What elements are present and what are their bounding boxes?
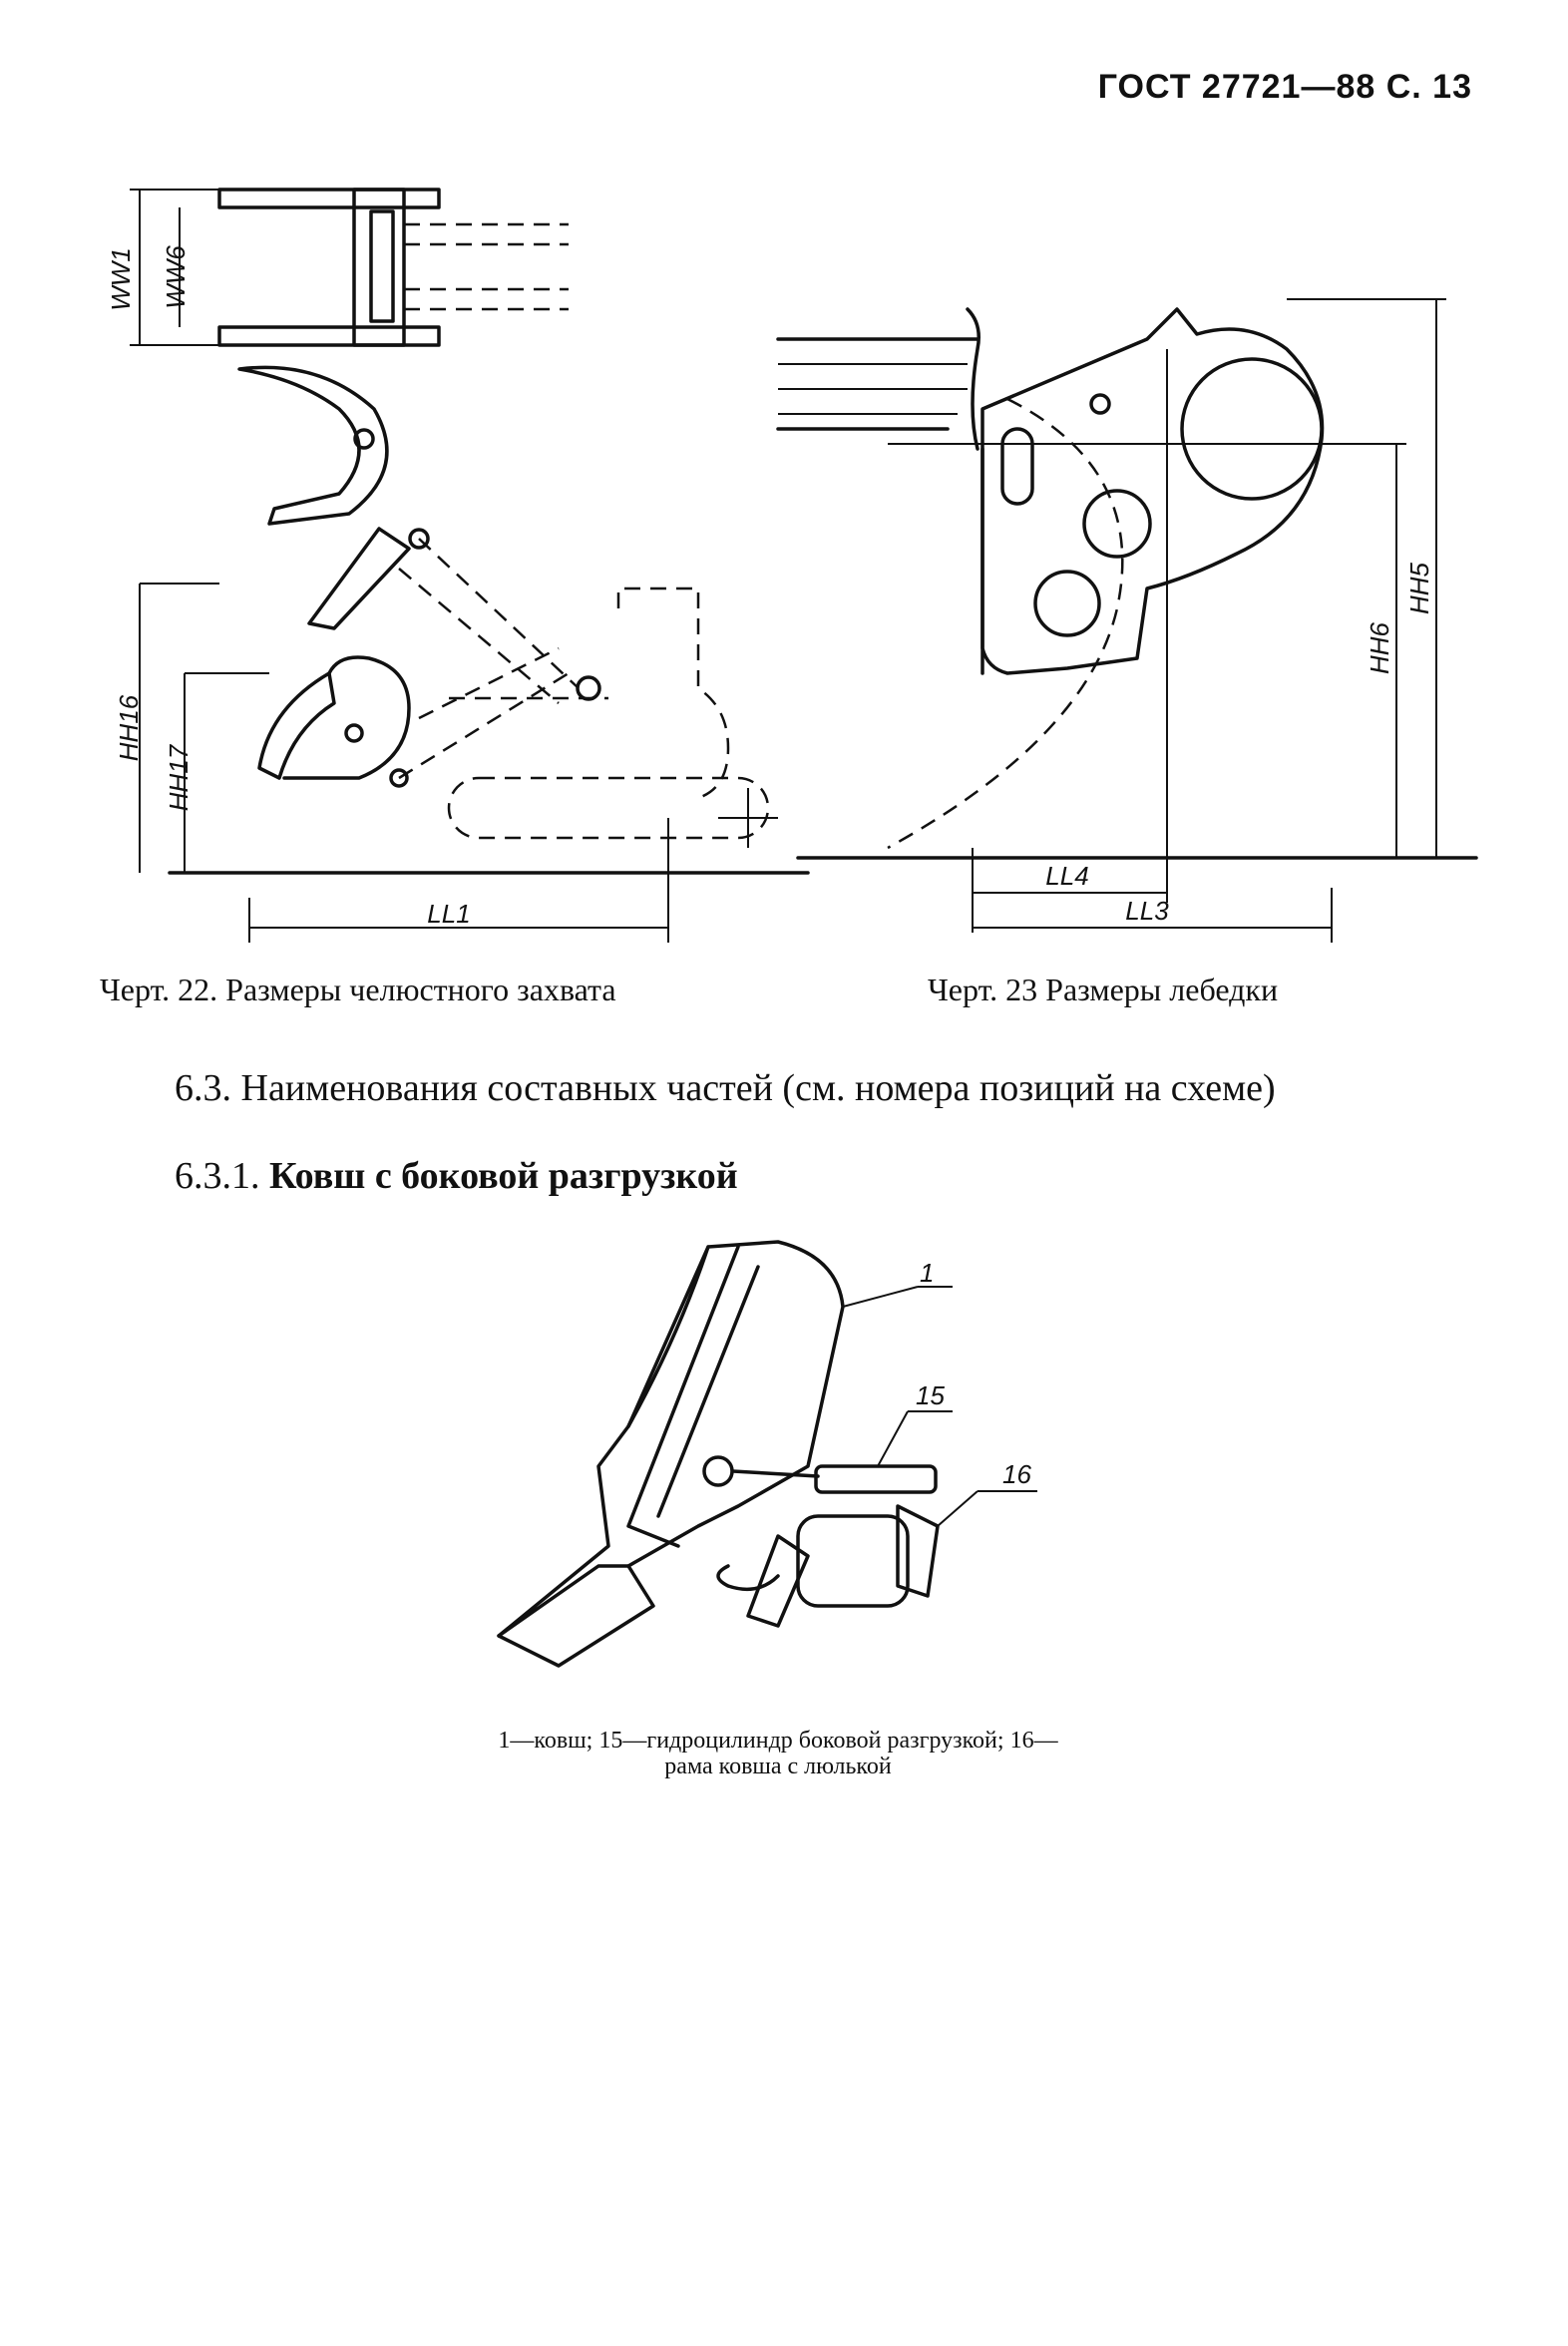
page-number: С. 13 — [1385, 68, 1472, 106]
dim-hh5: HH5 — [1404, 562, 1434, 615]
page-header — [1098, 68, 1472, 107]
dim-hh6: HH6 — [1365, 621, 1394, 675]
callout-16: 16 — [1002, 1459, 1031, 1489]
bucket-scheme — [479, 1227, 1097, 1706]
standard-number: ГОСТ 27721—88 — [1097, 68, 1376, 106]
dim-hh16: HH16 — [114, 694, 144, 762]
dim-ll1: LL1 — [427, 899, 471, 929]
dim-hh17: HH17 — [164, 744, 194, 812]
winch-drawing — [778, 299, 1476, 943]
figure-23-caption: Черт. 23 Размеры лебедки — [928, 972, 1279, 1007]
figure-23-drawing — [768, 289, 1486, 948]
heading-number: 6.3.1. — [175, 1155, 260, 1197]
callout-15: 15 — [916, 1380, 945, 1410]
dim-ww1: WW1 — [106, 247, 136, 311]
jaw-grab-side-view — [114, 367, 808, 943]
paragraph-6-3: 6.3. Наименования составных частей (см. номера позиций на схеме) — [175, 1067, 1276, 1109]
dim-ll3: LL3 — [1125, 896, 1169, 926]
callout-1: 1 — [920, 1258, 935, 1288]
dim-ll4: LL4 — [1045, 861, 1089, 891]
scheme-legend: 1—ковш; 15—гидроцилиндр боковой разгрузкой; 16—рама ковша с люлькой — [498, 1728, 1058, 1779]
heading-6-3-1 — [110, 1155, 1476, 1197]
figure-22-caption: Черт. 22. Размеры челюстного захвата — [100, 972, 616, 1007]
figure-22-drawing — [106, 170, 868, 948]
bucket-drawing — [499, 1242, 1037, 1666]
dim-ww6: WW6 — [161, 245, 191, 309]
jaw-grab-top-view — [106, 190, 569, 345]
heading-title: Ковш с боковой разгрузкой — [269, 1155, 738, 1197]
